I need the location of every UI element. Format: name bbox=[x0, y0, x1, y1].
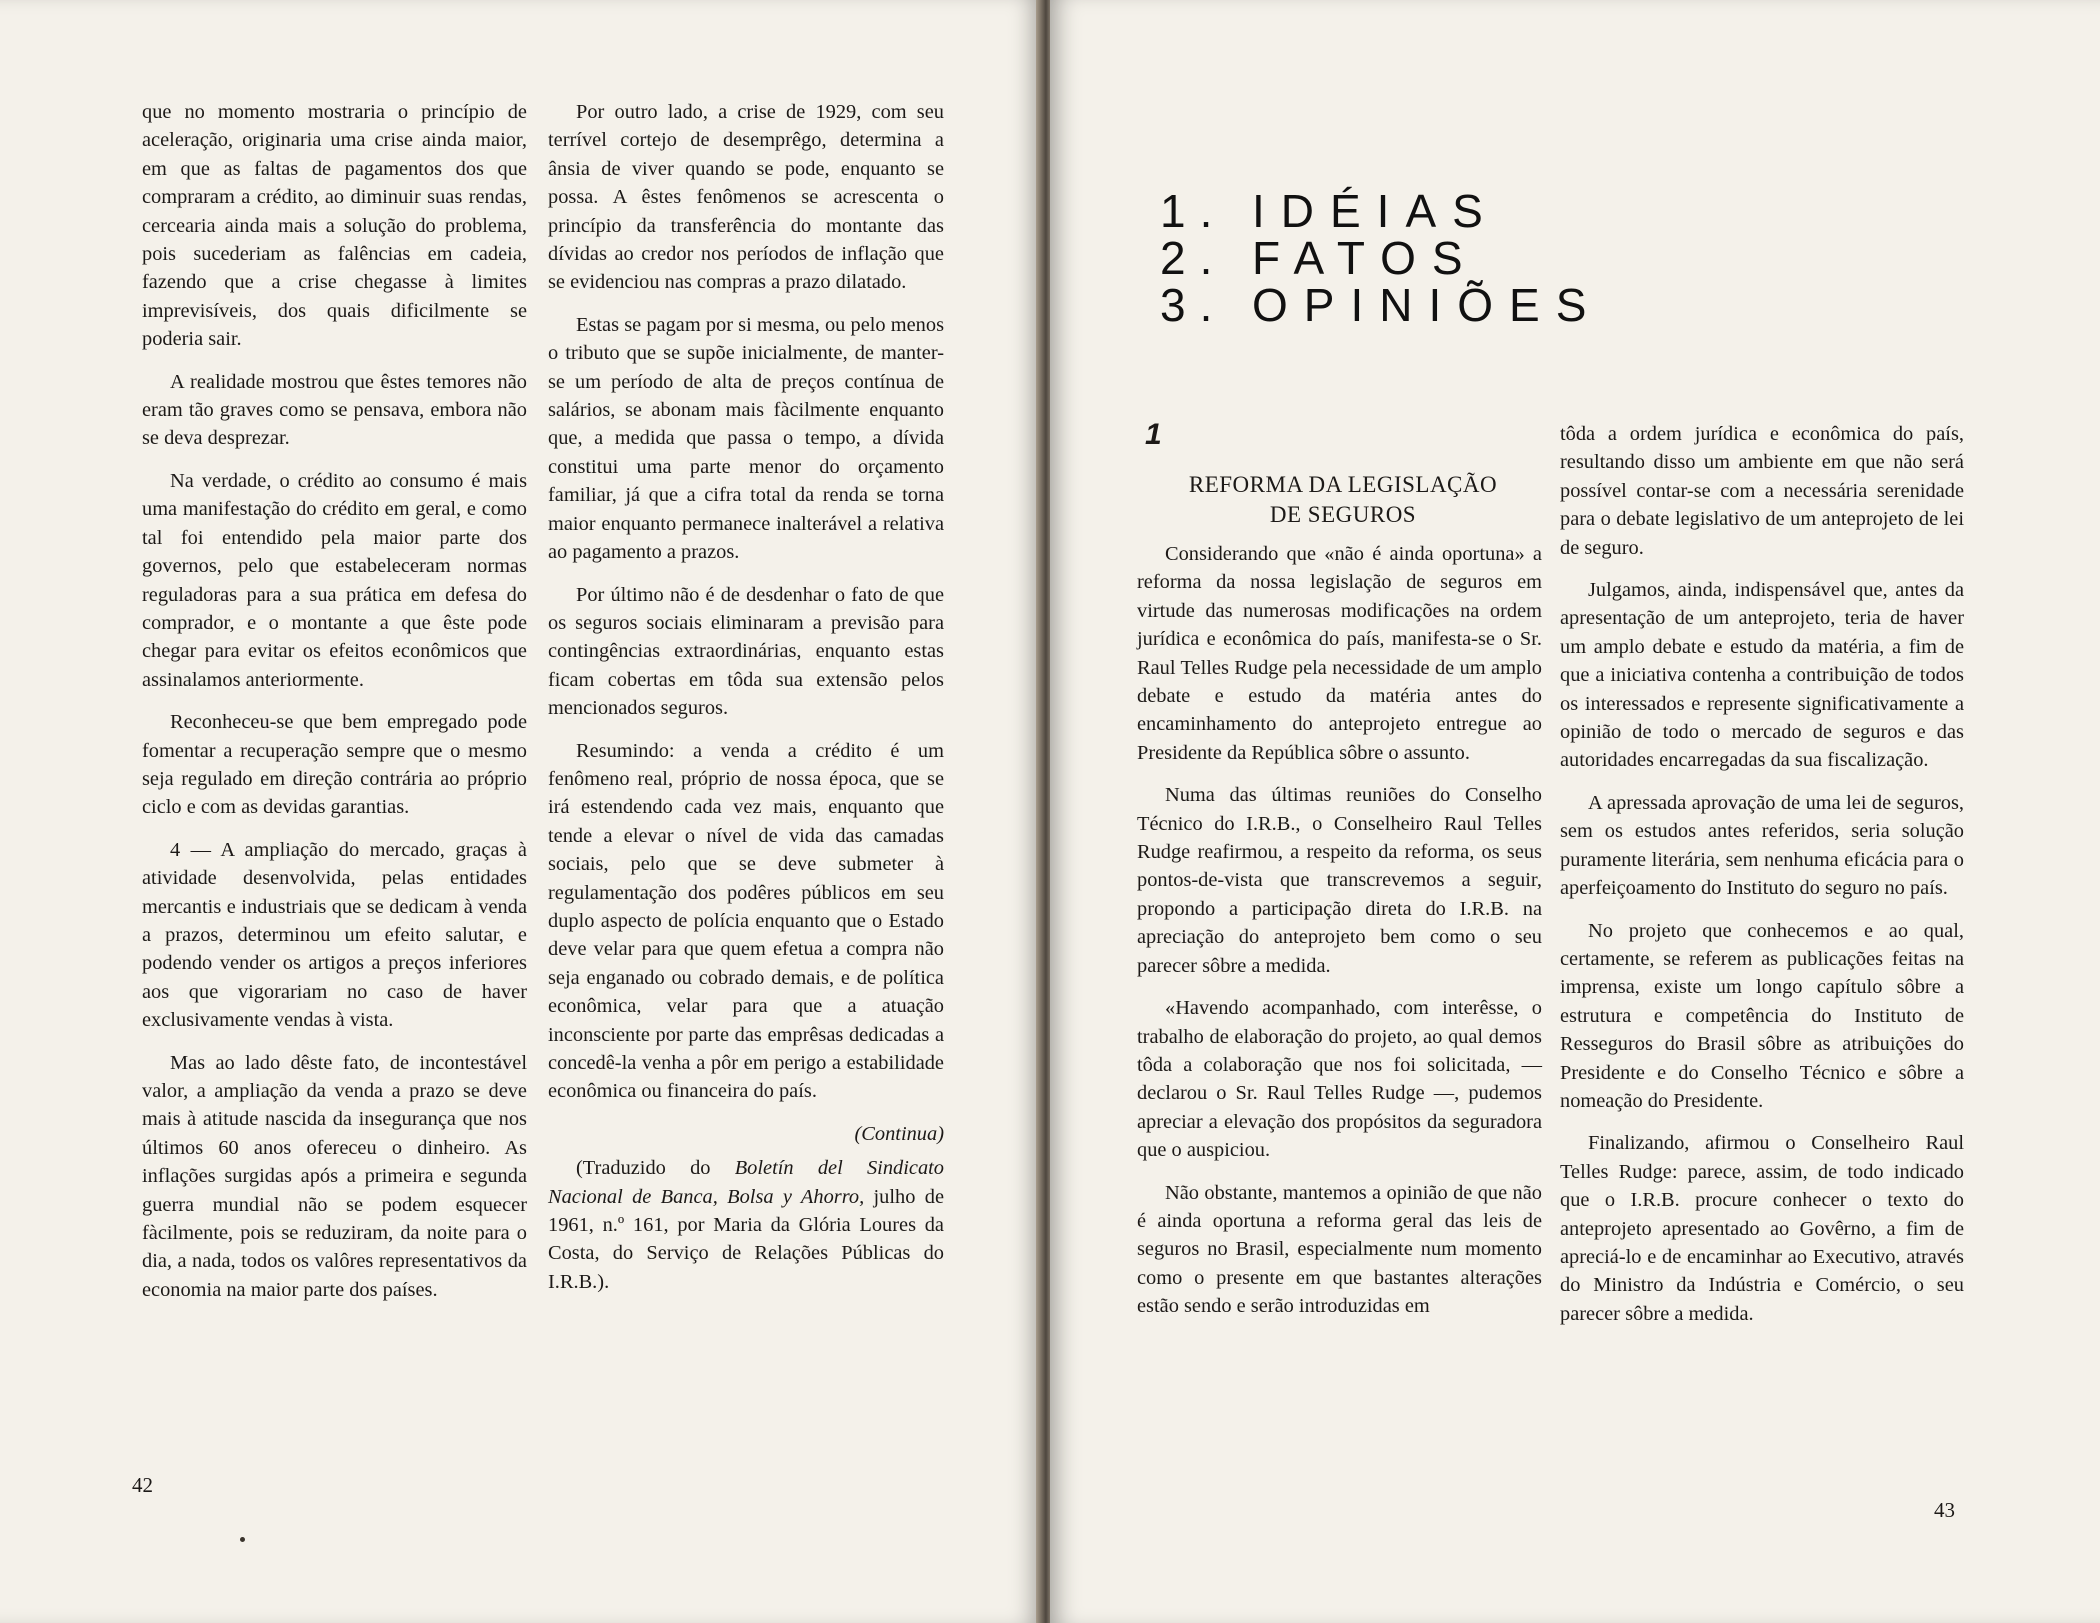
heading-number: 3. bbox=[1160, 279, 1227, 331]
heading-number: 2. bbox=[1160, 232, 1227, 284]
page-number-right: 43 bbox=[1934, 1498, 1955, 1522]
heading-word: FATOS bbox=[1252, 232, 1479, 284]
translation-post: julho de 1961, n.º 161, por Maria da Glória Loures da Costa, do Serviço de Relações Públicas do I.R.B.). bbox=[548, 1185, 944, 1293]
heading-row bbox=[1160, 232, 1602, 284]
section-title-line-1: REFORMA DA LEGISLAÇÃO bbox=[1188, 472, 1498, 497]
paragraph: A realidade mostrou que êstes temores não eram tão graves como se pensava, embora não se deva desprezar. bbox=[142, 370, 527, 450]
paragraph: «Havendo acompanhado, com interêsse, o trabalho de elaboração do projeto, ao qual demos tôda a colaboração que nos foi solicitada, — declarou o Sr. Raul Telles Rudge —, pudemos apreciar a elevação dos propósitos da seguradora que o auspiciou. bbox=[1137, 997, 1542, 1162]
paragraph: Numa das últimas reuniões do Conselho Técnico do I.R.B., o Conselheiro Raul Telles Rudge reafirmou, a respeito da reforma, os seus pontos-de-vista que transcrevemos a seguir, propondo a participação direta do I.R.B. na apreciação do anteprojeto bem como o seu parecer sôbre a medida. bbox=[1137, 784, 1542, 977]
left-page-column-1 bbox=[142, 98, 527, 1318]
page-number-left: 42 bbox=[132, 1473, 153, 1497]
translation-source: Boletín del Sindicato Nacional de Banca, Bolsa y Ahorro, bbox=[548, 1157, 944, 1208]
paragraph: tôda a ordem jurídica e econômica do país, resultando disso um ambiente em que não será possível contar-se com a necessária serenidade para o debate legislativo de um anteprojeto de lei de seguro. bbox=[1560, 423, 1964, 559]
continua-note bbox=[548, 1120, 944, 1148]
paragraph: A apressada aprovação de uma lei de seguros, sem os estudos antes referidos, seria solução puramente literária, sem nenhuma eficácia para o aperfeiçoamento do Instituto do seguro no país. bbox=[1560, 791, 1964, 900]
left-page bbox=[0, 0, 1040, 1623]
heading-word: OPINIÕES bbox=[1252, 279, 1603, 331]
section-title bbox=[1140, 470, 1546, 530]
right-page-column-2 bbox=[1560, 420, 1964, 1342]
paragraph: Finalizando, afirmou o Conselheiro Raul Telles Rudge: parece, assim, de todo indicado que o I.R.B. procure conhecer o texto do anteprojeto apresentado ao Govêrno, a fim de apreciá-lo e de encaminhar ao Executivo, através do Ministro da Indústria e Comércio, o seu parecer sôbre a medida. bbox=[1560, 1132, 1964, 1325]
paragraph: Na verdade, o crédito ao consumo é mais uma manifestação do crédito em geral, e como tal foi entendido pela maior parte dos governos, pelo que estabeleceram normas reguladoras para a sua prática em defesa do comprador, e o montante a que êste pode chegar para evitar os efeitos econômicos que assinalamos anteriormente. bbox=[142, 469, 527, 691]
paragraph: Mas ao lado dêste fato, de incontestável valor, a ampliação da venda a prazo se deve mais à atitude nascida da insegurança que nos últimos 60 anos ofereceu o dinheiro. As inflações surgidas após a primeira e segunda guerra mundial não se podem esquecer fàcilmente, pois se reduziram, da noite para o dia, a nada, todos os valôres representativos da economia na maior parte dos países. bbox=[142, 1051, 527, 1301]
paragraph: Por último não é de desdenhar o fato de que os seguros sociais eliminaram a previsão para contingências extraordinárias, enquanto estas ficam cobertas em tôda sua extensão pelos mencionados seguros. bbox=[548, 583, 944, 720]
section-number: 1 bbox=[1145, 418, 1162, 451]
left-page-column-2 bbox=[548, 98, 944, 1310]
paragraph: Por outro lado, a crise de 1929, com seu terrível cortejo de desemprêgo, determina a ânsia de viver quando se pode, enquanto se possa. A êstes fenômenos se acrescenta o princípio da transferência do montante das dívidas ao credor nos períodos de inflação que se evidenciou nas compras a prazo dilatado. bbox=[548, 101, 944, 294]
section-heading-ideias-fatos-opinioes bbox=[1160, 185, 1603, 331]
section-title-line-2: DE SEGUROS bbox=[1269, 502, 1417, 527]
paragraph: Reconheceu-se que bem empregado pode fomentar a recuperação sempre que o mesmo seja regulado em direção contrária ao próprio ciclo e com as devidas garantias. bbox=[142, 711, 527, 819]
print-speck bbox=[240, 1537, 245, 1542]
paragraph: Estas se pagam por si mesma, ou pelo menos o tributo que se supõe inicialmente, de manter-se um período de alta de preços contínua de salários, se abonam mais fàcilmente enquanto que, a medida que passa o tempo, a dívida constitui uma parte menor do orçamento familiar, já que a cifra total da renda se torna maior enquanto permanece inalterável a relativa ao pagamento a prazos. bbox=[548, 313, 944, 564]
paragraph: Julgamos, ainda, indispensável que, antes da apresentação de um anteprojeto, teria de haver um amplo debate e estudo da matéria, a fim de que a iniciativa contenha a contribuição de todos os interessados e represente significativamente a opinião de todo o mercado de seguros e das autoridades encarregadas da sua fiscalização. bbox=[1560, 579, 1964, 772]
paragraph: Resumindo: a venda a crédito é um fenômeno real, próprio de nossa época, que se irá estendendo cada vez mais, enquanto que tende a elevar o nível de vida das camadas sociais, pelo que se deve submeter à regulamentação dos podêres públicos em seu duplo aspecto de polícia enquanto que o Estado deve velar para que quem efetua a compra não seja enganado ou cobrado demais, e de política econômica, velar para que a atuação inconsciente por parte das emprêsas dedicadas a concedê-la venha a pôr em perigo a estabilidade econômica ou financeira do país. bbox=[548, 739, 944, 1103]
paragraph: Considerando que «não é ainda oportuna» a reforma da nossa legislação de seguros em virtude das numerosas modificações na ordem jurídica e econômica do país, manifesta-se o Sr. Raul Telles Rudge pela necessidade de um amplo debate e estudo da matéria antes do encaminhamento do anteprojeto entregue ao Presidente da República sôbre o assunto. bbox=[1137, 543, 1542, 764]
translation-pre: (Traduzido do bbox=[576, 1157, 735, 1180]
paragraph: No projeto que conhecemos e ao qual, certamente, se referem as publicações feitas na imprensa, existe um longo capítulo sôbre a estrutura e competência do Instituto de Resseguros do Brasil sôbre as atribuições do Presidente e do Conselho Técnico e sôbre a nomeação do Presidente. bbox=[1560, 919, 1964, 1112]
paragraph: Não obstante, mantemos a opinião de que não é ainda oportuna a reforma geral das leis de seguros no Brasil, especialmente num momento como o presente em que bastantes alterações estão sendo e serão introduzidas em bbox=[1137, 1181, 1542, 1318]
heading-row bbox=[1160, 185, 1602, 237]
heading-word: IDÉIAS bbox=[1252, 185, 1499, 237]
heading-number: 1. bbox=[1160, 185, 1227, 237]
right-page-column-1 bbox=[1137, 540, 1542, 1335]
translation-note bbox=[548, 1154, 944, 1296]
paragraph: 4 — A ampliação do mercado, graças à atividade desenvolvida, pelas entidades mercantis e industriais que se dedicam à venda a prazos, determinou um efeito salutar, e podendo vender os artigos a preços inferiores aos que vigorariam no caso de haver exclusivamente vendas à vista. bbox=[142, 838, 527, 1032]
continua-text: (Continua) bbox=[854, 1122, 944, 1145]
heading-row bbox=[1160, 279, 1603, 331]
paragraph: que no momento mostraria o princípio de aceleração, originaria uma crise ainda maior, em que as faltas de pagamentos dos que compraram a crédito, ao diminuir suas rendas, cercearia ainda mais a solução do problema, pois sucederiam as falências em cadeia, fazendo que a crise chegasse à limites imprevisíveis, dos quais dificilmente se poderia sair. bbox=[142, 101, 527, 351]
